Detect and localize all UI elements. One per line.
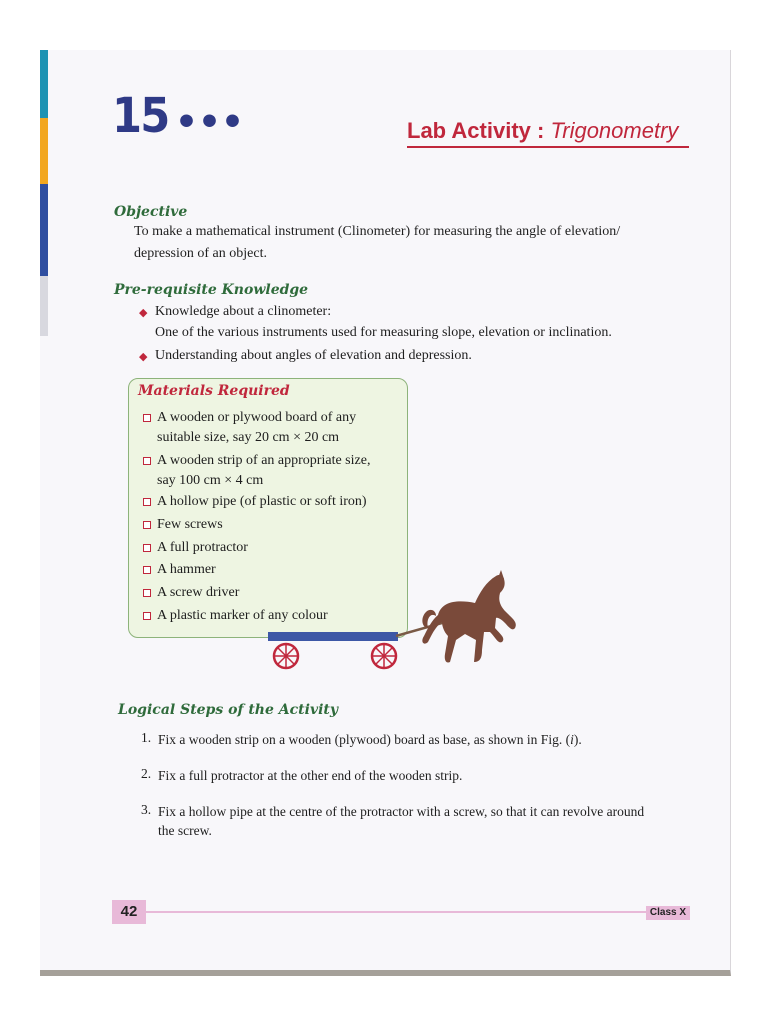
objective-line-1: To make a mathematical instrument (Clinometer) for measuring the angle of elevation/ <box>134 224 621 239</box>
square-bullet-icon <box>143 566 151 574</box>
materials-heading: Materials Required <box>138 383 290 399</box>
step-text: Fix a hollow pipe at the centre of the protractor with a screw, so that it can revolve around <box>158 804 645 819</box>
step-number: 2. <box>141 766 152 781</box>
material-item: A wooden or plywood board of any <box>157 410 357 425</box>
material-item: A full protractor <box>157 540 248 555</box>
material-item: suitable size, say 20 cm × 20 cm <box>157 430 340 445</box>
wheel-icon <box>372 644 396 668</box>
horse-cart-illustration <box>260 570 530 675</box>
chapter-number: 15 <box>112 88 169 144</box>
material-item: Few screws <box>157 517 223 532</box>
horse-icon <box>422 570 515 663</box>
square-bullet-icon <box>143 521 151 529</box>
material-item: A wooden strip of an appropriate size, <box>157 453 371 468</box>
class-label: Class X <box>646 906 690 920</box>
diamond-bullet-icon: ◆ <box>139 351 148 363</box>
page-edge-tab-teal <box>40 50 48 118</box>
title-main: Lab Activity : <box>407 118 551 143</box>
page-edge-tab-blue <box>40 184 48 276</box>
prerequisite-heading: Pre-requisite Knowledge <box>114 282 309 298</box>
material-item: A hammer <box>157 562 216 577</box>
page-number: 42 <box>112 900 146 924</box>
material-item: A plastic marker of any colour <box>157 608 328 623</box>
material-item: A screw driver <box>157 585 240 600</box>
step-number: 3. <box>141 802 152 817</box>
steps-heading: Logical Steps of the Activity <box>118 702 338 718</box>
square-bullet-icon <box>143 589 151 597</box>
diamond-bullet-icon: ◆ <box>139 307 148 319</box>
footer-rule <box>146 911 646 913</box>
square-bullet-icon <box>143 544 151 552</box>
objective-line-2: depression of an object. <box>134 246 267 261</box>
step-fig-ref: i <box>570 732 574 747</box>
material-item: say 100 cm × 4 cm <box>157 473 264 488</box>
square-bullet-icon <box>143 612 151 620</box>
prerequisite-item-1-sub: One of the various instruments used for measuring slope, elevation or inclination. <box>155 325 612 340</box>
step-text-continued: the screw. <box>158 823 212 838</box>
square-bullet-icon <box>143 498 151 506</box>
objective-heading: Objective <box>114 204 188 220</box>
page-edge-tab-grey <box>40 276 48 336</box>
square-bullet-icon <box>143 457 151 465</box>
cart-bed <box>268 632 398 641</box>
chapter-dots: ••• <box>175 102 245 143</box>
title-underline <box>407 146 689 148</box>
page-edge-tab-orange <box>40 118 48 184</box>
material-item: A hollow pipe (of plastic or soft iron) <box>157 494 367 509</box>
prerequisite-item-2: Understanding about angles of elevation and depression. <box>155 348 472 363</box>
title-subject: Trigonometry <box>550 118 679 143</box>
square-bullet-icon <box>143 414 151 422</box>
step-text-end: ). <box>573 732 582 747</box>
step-text-main: Fix a wooden strip on a wooden (plywood) board as base, as shown in Fig. ( <box>158 732 571 747</box>
page-title <box>407 118 678 144</box>
step-text: Fix a full protractor at the other end of the wooden strip. <box>158 768 463 783</box>
wheel-icon <box>274 644 298 668</box>
step-text <box>158 730 582 749</box>
step-number: 1. <box>141 730 152 745</box>
prerequisite-item-1: Knowledge about a clinometer: <box>155 304 332 319</box>
